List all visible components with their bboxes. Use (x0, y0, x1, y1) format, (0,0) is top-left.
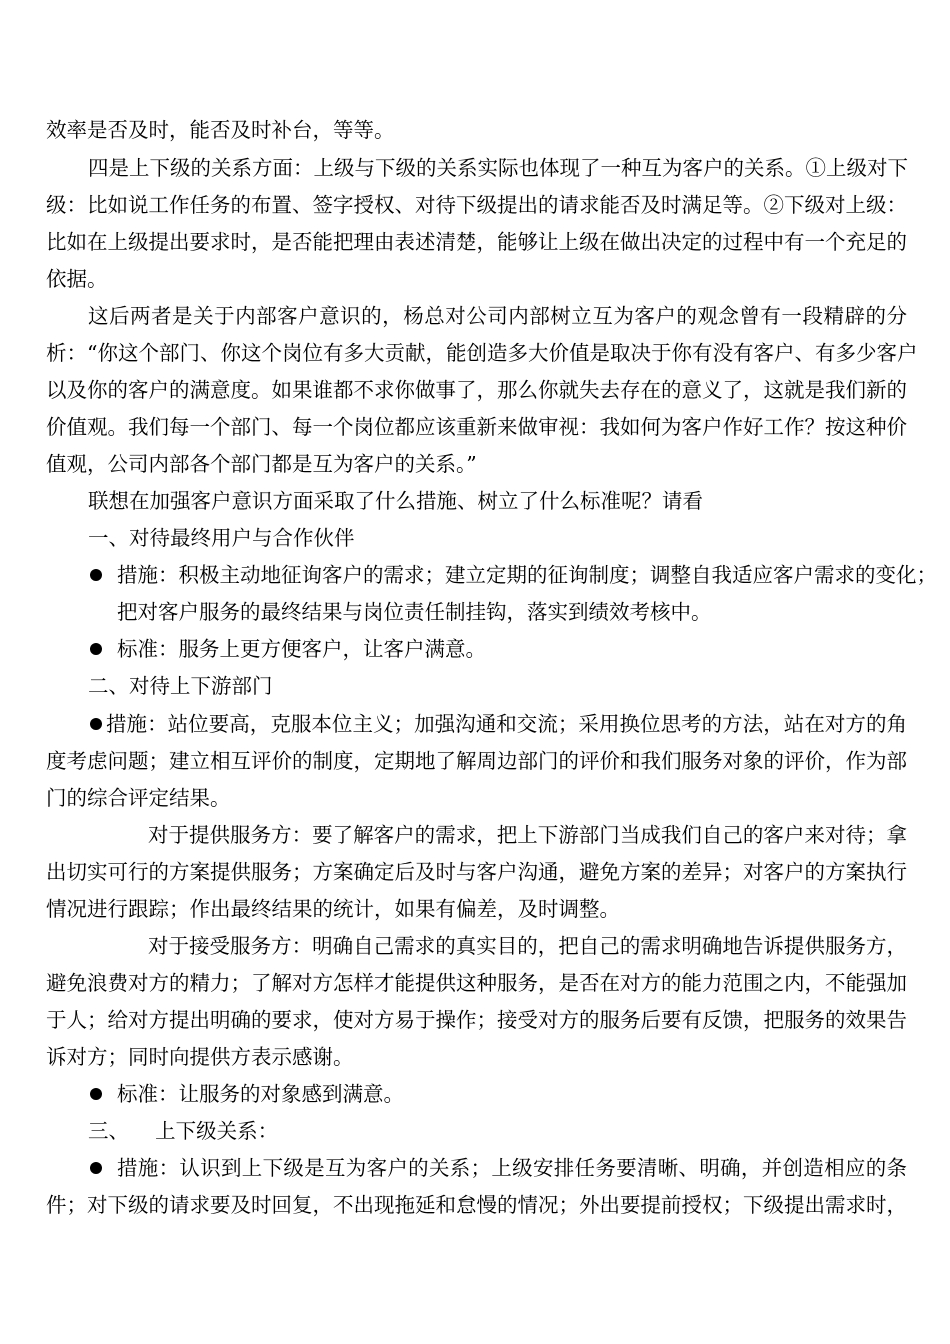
text-line: 情况进行跟踪；作出最终结果的统计，如果有偏差，及时调整。 (46, 897, 620, 921)
text-line: 度考虑问题；建立相互评价的制度，定期地了解周边部门的评价和我们服务对象的评价，作为部 (46, 749, 907, 773)
text-line: 标准：让服务的对象感到满意。 (117, 1082, 404, 1106)
text-line: 联想在加强客户意识方面采取了什么措施、树立了什么标准呢？请看 (88, 489, 703, 513)
text-line: 诉对方；同时向提供方表示感谢。 (46, 1045, 354, 1069)
bullet-icon (90, 1162, 102, 1174)
section-heading: 一、对待最终用户与合作伙伴 (88, 526, 355, 550)
text-line: 标准：服务上更方便客户，让客户满意。 (117, 637, 486, 661)
text-line: 措施：积极主动地征询客户的需求；建立定期的征询制度；调整自我适应客户需求的变化； (117, 563, 937, 587)
text-line: 比如在上级提出要求时，是否能把理由表述清楚，能够让上级在做出决定的过程中有一个充足的 (46, 230, 907, 254)
text-line: 级：比如说工作任务的布置、签字授权、对待下级提出的请求能否及时满足等。②下级对上级： (46, 193, 907, 217)
text-line: 以及你的客户的满意度。如果谁都不求你做事了，那么你就失去存在的意义了，这就是我们新的 (46, 378, 907, 402)
text-line: 门的综合评定结果。 (46, 786, 231, 810)
bullet-icon (90, 718, 102, 730)
text-line: 件；对下级的请求要及时回复，不出现拖延和怠慢的情况；外出要提前授权；下级提出需求时， (46, 1193, 907, 1217)
text-line: 析：“你这个部门、你这个岗位有多大贡献，能创造多大价值是取决于你有没有客户、有多少客户 (46, 341, 918, 365)
text-line: 依据。 (46, 267, 108, 291)
bullet-icon (90, 643, 102, 655)
text-line: 措施：认识到上下级是互为客户的关系；上级安排任务要清晰、明确，并创造相应的条 (117, 1156, 907, 1180)
text-line: 对于提供服务方：要了解客户的需求，把上下游部门当成我们自己的客户来对待；拿 (148, 823, 907, 847)
text-line: 措施：站位要高，克服本位主义；加强沟通和交流；采用换位思考的方法，站在对方的角 (106, 712, 907, 736)
text-line: 四是上下级的关系方面：上级与下级的关系实际也体现了一种互为客户的关系。①上级对下 (88, 156, 908, 180)
text-line: 避免浪费对方的精力；了解对方怎样才能提供这种服务，是否在对方的能力范围之内，不能强加 (46, 971, 907, 995)
text-line: 于人；给对方提出明确的要求，使对方易于操作；接受对方的服务后要有反馈，把服务的效果告 (46, 1008, 907, 1032)
text-line: 值观，公司内部各个部门都是互为客户的关系。” (46, 452, 477, 476)
text-line: 对于接受服务方：明确自己需求的真实目的，把自己的需求明确地告诉提供服务方， (148, 934, 907, 958)
bullet-icon (90, 569, 102, 581)
section-heading: 三、 上下级关系： (88, 1119, 279, 1143)
text-line: 这后两者是关于内部客户意识的，杨总对公司内部树立互为客户的观念曾有一段精辟的分 (88, 304, 907, 328)
bullet-icon (90, 1088, 102, 1100)
text-line: 效率是否及时，能否及时补台，等等。 (46, 118, 395, 142)
section-heading: 二、对待上下游部门 (88, 674, 273, 698)
text-line: 出切实可行的方案提供服务；方案确定后及时与客户沟通，避免方案的差异；对客户的方案执行 (46, 860, 907, 884)
text-line: 价值观。我们每一个部门、每一个岗位都应该重新来做审视：我如何为客户作好工作？按这种价 (46, 415, 907, 439)
text-line: 把对客户服务的最终结果与岗位责任制挂钩，落实到绩效考核中。 (117, 600, 712, 624)
